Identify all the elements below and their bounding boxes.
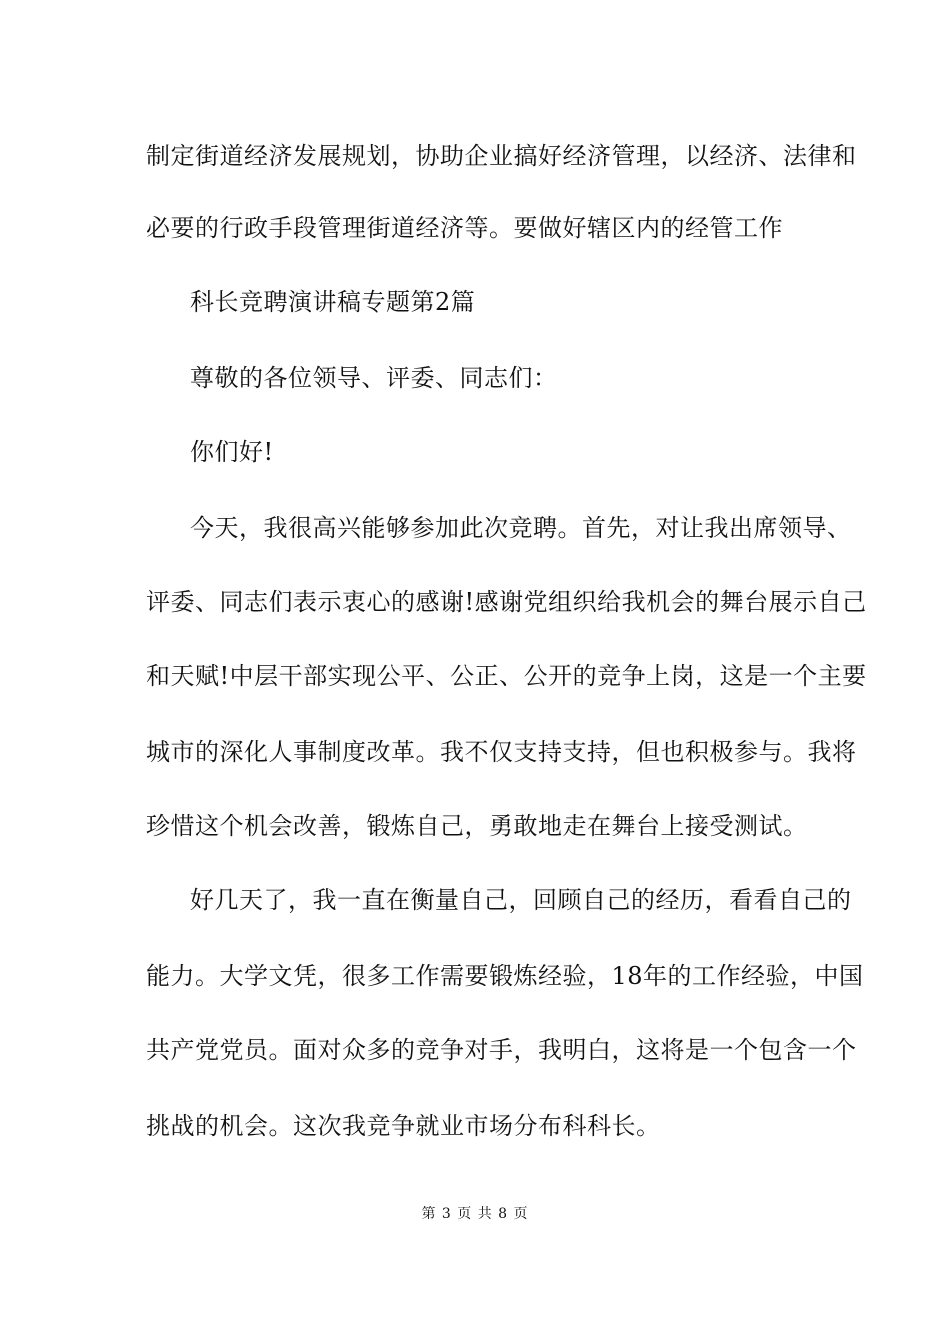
greeting: 你们好! bbox=[190, 438, 274, 466]
paragraph-line: 珍惜这个机会改善，锻炼自己，勇敢地走在舞台上接受测试。 bbox=[146, 812, 808, 840]
paragraph-line: 挑战的机会。这次我竞争就业市场分布科科长。 bbox=[146, 1112, 661, 1140]
paragraph-line: 今天，我很高兴能够参加此次竞聘。首先，对让我出席领导、 bbox=[190, 514, 852, 542]
paragraph-line: 评委、同志们表示衷心的感谢!感谢党组织给我机会的舞台展示自己 bbox=[146, 588, 867, 616]
salutation: 尊敬的各位领导、评委、同志们： bbox=[190, 364, 558, 392]
paragraph-line: 好几天了，我一直在衡量自己，回顾自己的经历，看看自己的 bbox=[190, 886, 852, 914]
paragraph-line: 和天赋!中层干部实现公平、公正、公开的竞争上岗，这是一个主要 bbox=[146, 662, 867, 690]
section-heading: 科长竞聘演讲稿专题第2篇 bbox=[190, 288, 476, 316]
paragraph-line: 共产党党员。面对众多的竞争对手，我明白，这将是一个包含一个 bbox=[146, 1036, 857, 1064]
paragraph-line: 制定街道经济发展规划，协助企业搞好经济管理，以经济、法律和 bbox=[146, 142, 857, 170]
paragraph-line: 能力。大学文凭，很多工作需要锻炼经验，18年的工作经验，中国 bbox=[146, 962, 864, 990]
page-footer: 第 3 页 共 8 页 bbox=[421, 1206, 529, 1222]
paragraph-line: 必要的行政手段管理街道经济等。要做好辖区内的经管工作 bbox=[146, 214, 783, 242]
paragraph-line: 城市的深化人事制度改革。我不仅支持支持，但也积极参与。我将 bbox=[146, 738, 857, 766]
